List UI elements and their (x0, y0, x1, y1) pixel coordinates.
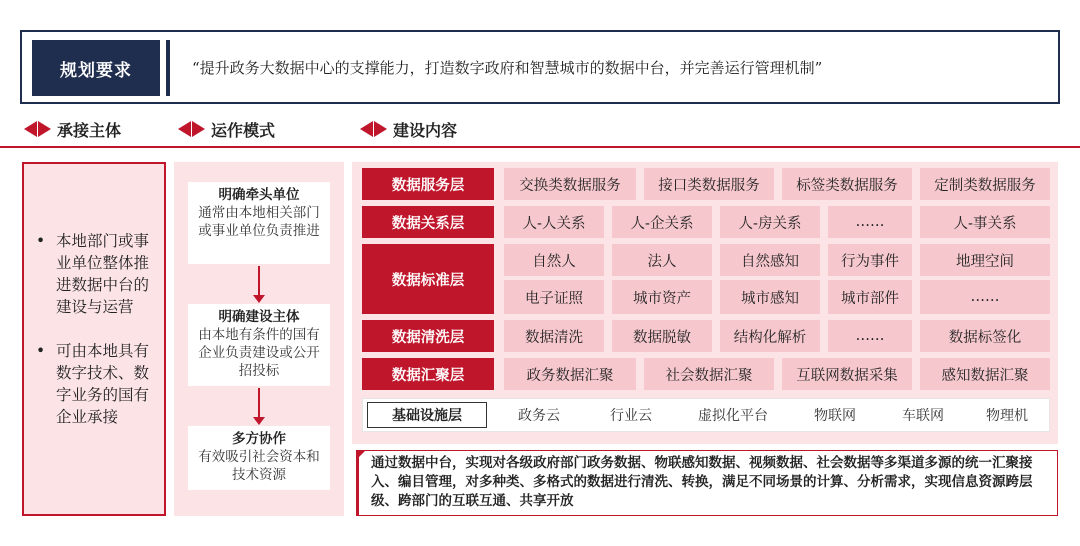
layer-label-aggregation: 数据汇聚层 (362, 358, 494, 390)
layer-label-standard: 数据标准层 (362, 244, 494, 314)
layer-cell: 自然人 (504, 244, 604, 276)
double-triangle-icon (178, 121, 205, 137)
section-head-content-label: 建设内容 (393, 120, 458, 140)
mode-step-title: 明确建设主体 (218, 309, 300, 325)
double-triangle-icon (24, 121, 51, 137)
construction-panel (352, 162, 1058, 444)
double-triangle-icon (360, 121, 387, 137)
layer-cell: 人-企关系 (612, 206, 712, 238)
layer-cell: 社会数据汇聚 (644, 358, 774, 390)
subject-panel (22, 162, 166, 516)
base-layer-row (362, 398, 1050, 432)
layer-cell: …… (828, 320, 912, 352)
down-arrow-icon (258, 266, 260, 296)
layer-cell: 人-事关系 (920, 206, 1050, 238)
layer-cell: 人-房关系 (720, 206, 820, 238)
section-head-mode (178, 116, 275, 142)
layer-cell: 地理空间 (920, 244, 1050, 276)
layer-cell: 城市部件 (828, 280, 912, 314)
layer-cell: 行为事件 (828, 244, 912, 276)
base-layer-cell: 行业云 (610, 408, 652, 424)
planning-requirement-banner (20, 30, 1060, 104)
layer-cell: 接口类数据服务 (644, 168, 774, 200)
mode-step-desc: 有效吸引社会资本和技术资源 (198, 449, 320, 483)
base-layer-cell: 车联网 (902, 408, 944, 424)
layer-cell: 城市感知 (720, 280, 820, 314)
layer-cell: 交换类数据服务 (504, 168, 636, 200)
summary-text: 通过数据中台，实现对各级政府部门政务数据、物联感知数据、视频数据、社会数据等多渠道多源的统一汇聚接入、编目管理，对多种类、多格式的数据进行清洗、转换，满足不同场景的计算、分析需求，实现信息资源跨层级、跨部门的互联互通、共享开放 (356, 450, 1058, 516)
layer-cell: 数据清洗 (504, 320, 604, 352)
layer-cell: …… (920, 280, 1050, 314)
layer-cell: 感知数据汇聚 (920, 358, 1050, 390)
down-arrow-icon (258, 388, 260, 418)
layer-label-service: 数据服务层 (362, 168, 494, 200)
layer-cell: 数据标签化 (920, 320, 1050, 352)
layer-cell: …… (828, 206, 912, 238)
section-head-mode-label: 运作模式 (211, 120, 276, 140)
layer-cell: 法人 (612, 244, 712, 276)
mode-step-desc: 通常由本地相关部门或事业单位负责推进 (198, 205, 320, 239)
layer-cell: 电子证照 (504, 280, 604, 314)
layer-cell: 城市资产 (612, 280, 712, 314)
layer-cell: 结构化解析 (720, 320, 820, 352)
banner-divider (166, 40, 170, 96)
subject-item: • 本地部门或事业单位整体推进数据中台的建设与运营 (36, 230, 154, 318)
banner-quote: “提升政务大数据中心的支撑能力，打造数字政府和智慧城市的数据中台，并完善运行管理机制” (192, 58, 823, 77)
mode-panel (174, 162, 344, 516)
base-layer-cell: 物理机 (986, 408, 1028, 424)
section-head-subject (24, 116, 121, 142)
section-divider-line (0, 146, 1080, 148)
layer-cell: 标签类数据服务 (782, 168, 912, 200)
base-layer-cell: 物联网 (814, 408, 856, 424)
layer-label-cleaning: 数据清洗层 (362, 320, 494, 352)
banner-tag: 规划要求 (32, 40, 160, 96)
mode-step (188, 304, 330, 386)
mode-step (188, 426, 330, 490)
mode-step-desc: 由本地有条件的国有企业负责建设或公开招投标 (198, 327, 320, 379)
layer-cell: 人-人关系 (504, 206, 604, 238)
layer-label-infrastructure: 基础设施层 (367, 402, 487, 428)
base-layer-cell: 虚拟化平台 (698, 408, 768, 424)
layer-cell: 政务数据汇聚 (504, 358, 636, 390)
mode-step-title: 明确牵头单位 (218, 187, 300, 203)
section-head-content (360, 116, 457, 142)
subject-item: • 可由本地具有数字技术、数字业务的国有企业承接 (36, 340, 154, 428)
section-head-subject-label: 承接主体 (57, 120, 122, 140)
layer-cell: 自然感知 (720, 244, 820, 276)
layer-cell: 互联网数据采集 (782, 358, 912, 390)
layer-label-relation: 数据关系层 (362, 206, 494, 238)
mode-step-title: 多方协作 (232, 431, 286, 447)
base-layer-cell: 政务云 (518, 408, 560, 424)
layer-cell: 定制类数据服务 (920, 168, 1050, 200)
mode-step (188, 182, 330, 264)
layer-cell: 数据脱敏 (612, 320, 712, 352)
